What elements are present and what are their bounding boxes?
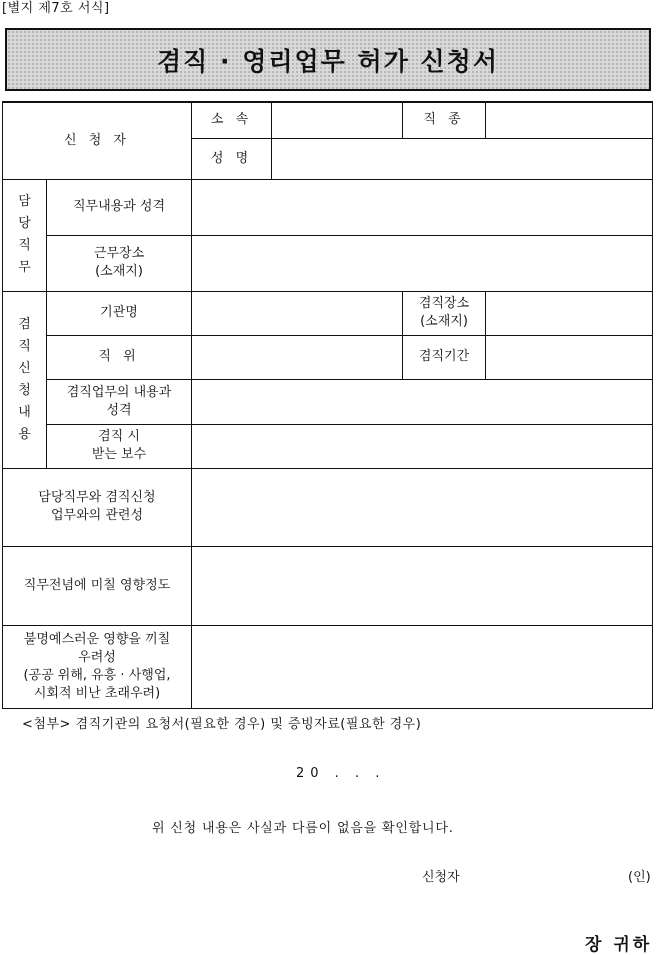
side-job-content-label-line: 겸직업무의 내용과	[66, 384, 172, 400]
position-label: 직 위	[47, 335, 192, 379]
name-field[interactable]	[272, 138, 653, 179]
duty-label-char: 무	[18, 260, 31, 275]
work-location-label	[47, 235, 192, 291]
side-job-content-label-line: 성격	[106, 402, 132, 418]
side-job-row-3	[3, 379, 653, 424]
side-job-place-label-line: (소재지)	[420, 314, 468, 329]
relation-field[interactable]	[192, 468, 653, 546]
application-table	[2, 101, 653, 709]
impact-field[interactable]	[192, 546, 653, 625]
disrepute-label-line: 시회적 비난 초래우려)	[33, 685, 161, 701]
work-location-field[interactable]	[192, 235, 653, 291]
duty-row-2	[3, 235, 653, 291]
side-job-pay-label-line: 받는 보수	[91, 447, 147, 462]
form-title: 겸직 · 영리업무 허가 신청서	[157, 46, 499, 76]
disrepute-label-line: 우려성	[78, 649, 116, 665]
side-job-period-field[interactable]	[486, 335, 653, 379]
position-field[interactable]	[192, 335, 403, 379]
applicant-signature-label: 신청자	[422, 870, 460, 885]
relation-label-line: 업무와의 관련성	[50, 508, 144, 523]
confirmation-statement: 위 신청 내용은 사실과 다름이 없음을 확인합니다.	[152, 821, 454, 836]
side-job-pay-label	[47, 424, 192, 468]
side-job-place-field[interactable]	[486, 291, 653, 335]
side-job-row-1	[3, 291, 653, 335]
work-location-label-line: 근무장소	[93, 246, 145, 261]
date-line: 20 . . .	[296, 766, 386, 781]
applicant-label: 신 청 자	[3, 102, 192, 179]
side-job-pay-field[interactable]	[192, 424, 653, 468]
disrepute-field[interactable]	[192, 625, 653, 708]
affiliation-label: 소 속	[192, 102, 272, 138]
duty-label-char: 당	[18, 216, 31, 231]
side-job-label-char: 내	[18, 404, 31, 420]
impact-row	[3, 546, 653, 625]
side-job-row-2	[3, 335, 653, 379]
recipient-line: 장 귀하	[585, 935, 653, 955]
side-job-place-label	[403, 291, 486, 335]
side-job-content-field[interactable]	[192, 379, 653, 424]
impact-label: 직무전념에 미칠 영향정도	[3, 546, 192, 625]
job-type-label: 직 종	[403, 102, 486, 138]
side-job-label-char: 용	[18, 426, 31, 442]
disrepute-label-line: 불명예스러운 영향을 끼칠	[23, 631, 171, 647]
side-job-row-4	[3, 424, 653, 468]
form-number-label: [별지 제7호 서식]	[2, 1, 110, 16]
side-job-content-label	[47, 379, 192, 424]
seal-mark: (인)	[628, 870, 651, 885]
relation-label	[3, 468, 192, 546]
side-job-label-char: 청	[18, 382, 31, 398]
side-job-pay-label-line: 겸직 시	[98, 429, 140, 444]
duty-row-1	[3, 179, 653, 235]
applicant-row-1	[3, 102, 653, 138]
attachment-note: <첨부> 겸직기관의 요청서(필요한 경우) 및 증빙자료(필요한 경우)	[22, 717, 422, 732]
work-location-label-line: (소재지)	[95, 264, 143, 279]
side-job-label-char: 신	[18, 360, 31, 376]
relation-label-line: 담당직무와 겸직신청	[38, 490, 156, 505]
org-name-label: 기관명	[47, 291, 192, 335]
org-name-field[interactable]	[192, 291, 403, 335]
title-banner	[5, 28, 651, 91]
job-type-field[interactable]	[486, 102, 653, 138]
disrepute-row	[3, 625, 653, 708]
duty-label-char: 담	[18, 194, 31, 209]
side-job-label-char: 직	[18, 338, 31, 354]
duty-label-char: 직	[18, 238, 31, 253]
name-label: 성 명	[192, 138, 272, 179]
side-job-label-char: 겸	[18, 316, 31, 332]
disrepute-label-line: (공공 위해, 유흥 · 사행업,	[23, 667, 171, 683]
duty-section-label	[3, 179, 47, 291]
relation-row	[3, 468, 653, 546]
duty-content-field[interactable]	[192, 179, 653, 235]
duty-content-label: 직무내용과 성격	[47, 179, 192, 235]
side-job-period-label: 겸직기간	[403, 335, 486, 379]
side-job-section-label	[3, 291, 47, 468]
disrepute-label	[3, 625, 192, 708]
side-job-place-label-line: 겸직장소	[418, 296, 470, 311]
affiliation-field[interactable]	[272, 102, 403, 138]
